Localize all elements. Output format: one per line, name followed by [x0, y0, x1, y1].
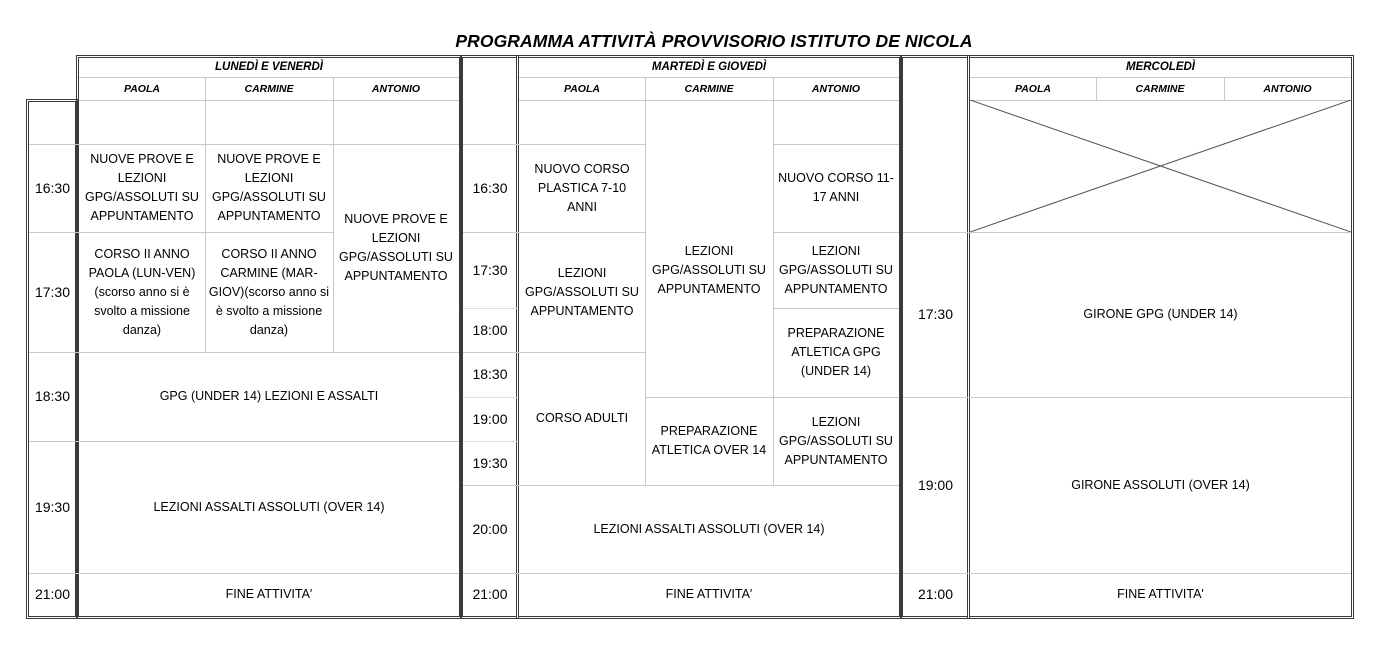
time-label: 19:00 — [917, 476, 954, 493]
time-label: 19:00 — [472, 410, 508, 427]
activity-cell: NUOVO CORSO 11-17 ANNI — [778, 171, 894, 204]
activity-cell: CORSO II ANNO PAOLA (LUN-VEN)(scorso anno si è svolto a missione danza) — [88, 246, 196, 337]
section-header-monday-friday: LUNEDÌ E VENERDÌ — [215, 60, 323, 73]
activity-cell: FINE ATTIVITA' — [665, 587, 753, 601]
activity-cell: LEZIONI GPG/ASSOLUTI SU APPUNTAMENTO — [652, 244, 766, 296]
activity-cell: NUOVE PROVE E LEZIONI GPG/ASSOLUTI SU APPUNTAMENTO — [339, 212, 453, 283]
section-header-wednesday: MERCOLEDÌ — [1126, 60, 1195, 73]
time-label: 17:30 — [917, 306, 954, 322]
instructor-header-carmine: CARMINE — [1135, 82, 1185, 95]
instructor-header-paola: PAOLA — [564, 82, 600, 95]
activity-cell: LEZIONI GPG/ASSOLUTI SU APPUNTAMENTO — [525, 265, 639, 318]
divider — [79, 100, 459, 101]
activity-cell: NUOVE PROVE E LEZIONI GPG/ASSOLUTI SU APPUNTAMENTO — [212, 152, 326, 223]
time-label: 20:00 — [472, 520, 508, 537]
activity-cell: NUOVO CORSO PLASTICA 7-10 ANNI — [534, 161, 630, 214]
time-label: 16:30 — [34, 179, 71, 196]
divider — [519, 100, 899, 101]
activity-cell: NUOVE PROVE E LEZIONI GPG/ASSOLUTI SU APPUNTAMENTO — [85, 152, 199, 223]
activity-cell: LEZIONI GPG/ASSOLUTI SU APPUNTAMENTO — [779, 243, 893, 296]
instructor-header-antonio: ANTONIO — [371, 82, 421, 95]
time-label: 21:00 — [34, 586, 71, 602]
activity-cell: CORSO ADULTI — [535, 411, 629, 425]
activity-cell: GIRONE ASSOLUTI (OVER 14) — [1071, 477, 1250, 492]
crossed-empty-cell — [970, 100, 1351, 232]
activity-cell: LEZIONI ASSALTI ASSOLUTI (OVER 14) — [153, 499, 385, 514]
time-label: 17:30 — [34, 283, 71, 300]
instructor-header-carmine: CARMINE — [244, 82, 294, 95]
activity-cell: GIRONE GPG (UNDER 14) — [1083, 307, 1238, 321]
page-title: PROGRAMMA ATTIVITÀ PROVVISORIO ISTITUTO DE NICOLA — [455, 31, 973, 51]
section-header-tuesday-thursday: MARTEDÌ E GIOVEDÌ — [651, 60, 767, 73]
instructor-header-antonio: ANTONIO — [1263, 82, 1312, 95]
activity-cell: PREPARAZIONE ATLETICA GPG (UNDER 14) — [787, 326, 885, 378]
instructor-header-antonio: ANTONIO — [811, 82, 861, 95]
instructor-header-paola: PAOLA — [1015, 82, 1051, 95]
time-label: 18:30 — [34, 388, 71, 404]
time-label: 21:00 — [472, 586, 508, 602]
time-label: 16:30 — [472, 179, 508, 196]
time-label: 21:00 — [917, 586, 954, 602]
activity-cell: FINE ATTIVITA' — [1117, 587, 1204, 601]
time-label: 17:30 — [472, 261, 508, 278]
activity-cell: FINE ATTIVITA' — [225, 587, 313, 601]
activity-cell: GPG (UNDER 14) LEZIONI E ASSALTI — [159, 389, 379, 403]
time-label: 19:30 — [472, 454, 508, 471]
activity-cell: LEZIONI ASSALTI ASSOLUTI (OVER 14) — [593, 521, 825, 536]
time-label: 18:00 — [472, 321, 508, 338]
time-label: 18:30 — [472, 366, 508, 382]
activity-cell: PREPARAZIONE ATLETICA OVER 14 — [651, 424, 767, 457]
instructor-header-paola: PAOLA — [124, 82, 160, 95]
activity-cell: LEZIONI GPG/ASSOLUTI SU APPUNTAMENTO — [779, 414, 893, 467]
time-label: 19:30 — [34, 498, 71, 515]
activity-cell: CORSO II ANNO CARMINE (MAR-GIOV)(scorso anno si è svolto a missione danza) — [208, 246, 330, 337]
instructor-header-carmine: CARMINE — [684, 82, 734, 95]
